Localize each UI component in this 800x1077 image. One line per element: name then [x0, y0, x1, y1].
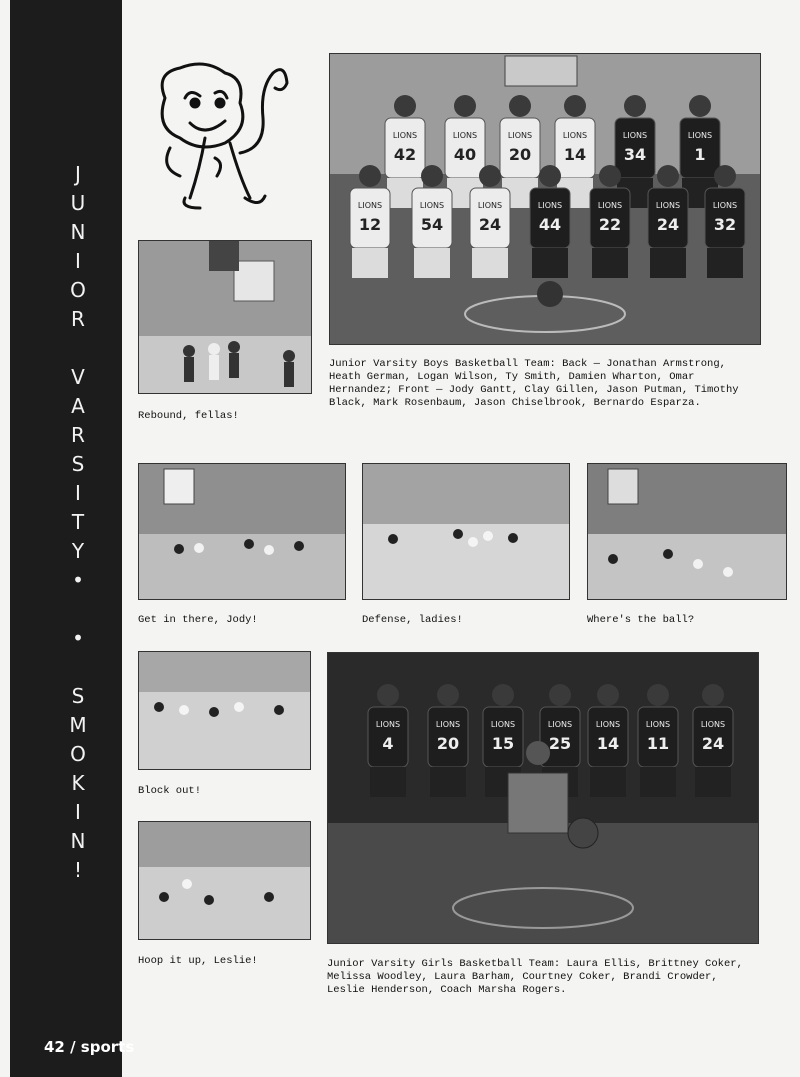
jersey-number: 34: [623, 145, 647, 164]
sidebar-title-letter: •: [72, 626, 84, 650]
jersey-number: 20: [436, 734, 460, 753]
jersey-word: LIONS: [622, 131, 648, 140]
sidebar-title-letter: R: [71, 307, 85, 331]
jersey-word: LIONS: [375, 720, 401, 729]
jersey-word: LIONS: [645, 720, 671, 729]
jersey-number: 32: [713, 215, 737, 234]
jersey-word: LIONS: [477, 201, 503, 210]
sidebar-title-letter: I: [75, 249, 81, 273]
page-folio: 42 / sports: [44, 1038, 135, 1056]
block-out-caption: Block out!: [138, 785, 202, 797]
sidebar-title-letter: U: [70, 191, 86, 215]
sidebar-title-letter: I: [75, 481, 81, 505]
jersey-word: LIONS: [700, 720, 726, 729]
jersey-number: 24: [656, 215, 680, 234]
boys-team-caption: Junior Varsity Boys Basketball Team: Back — Jonathan Armstrong, Heath German, Logan Wilson, Ty Smith, Damien Wharton, Omar Hernandez; Front — Jody Gantt, Clay Gillen, Jason Putman, Timothy Black, Mark Rosenbaum, Jason Chiselbrook, Bernardo Esparza.: [329, 358, 739, 409]
sidebar-title-letter: [58, 653, 98, 682]
jersey-number: 24: [701, 734, 725, 753]
sidebar-title-letter: [58, 334, 98, 363]
jersey-word: LIONS: [419, 201, 445, 210]
sidebar-title-letter: N: [70, 829, 86, 853]
jersey-number: 40: [453, 145, 477, 164]
sidebar-title-letter: Y: [71, 539, 85, 563]
jersey-word: LIONS: [547, 720, 573, 729]
sidebar-title-letter: K: [71, 771, 85, 795]
player-figure: [428, 684, 468, 797]
jody-photo: [138, 463, 346, 600]
jersey-number: 25: [548, 734, 572, 753]
lion-mascot-icon: [145, 58, 295, 218]
sidebar-title-letter: O: [70, 742, 86, 766]
jersey-word: LIONS: [435, 720, 461, 729]
sidebar-title-letter: [58, 595, 98, 624]
wheres-ball-photo: [587, 463, 787, 600]
player-figure: [638, 684, 678, 797]
sidebar-title-letter: N: [70, 220, 86, 244]
jersey-word: LIONS: [392, 131, 418, 140]
jersey-word: LIONS: [712, 201, 738, 210]
jersey-number: 42: [393, 145, 417, 164]
sidebar-title-letter: •: [72, 568, 84, 592]
jersey-word: LIONS: [537, 201, 563, 210]
jersey-number: 11: [646, 734, 670, 753]
jersey-number: 12: [358, 215, 382, 234]
jody-caption: Get in there, Jody!: [138, 614, 258, 626]
defense-caption: Defense, ladies!: [362, 614, 463, 626]
rebound-caption: Rebound, fellas!: [138, 410, 239, 422]
block-out-photo: [138, 651, 311, 770]
sidebar-title-letter: A: [71, 394, 85, 418]
sidebar-title-letter: I: [75, 800, 81, 824]
jersey-word: LIONS: [357, 201, 383, 210]
sidebar-title-letter: T: [71, 510, 85, 534]
girls-team-photo: [327, 652, 759, 944]
sidebar-title-letter: !: [73, 858, 83, 882]
jersey-word: LIONS: [597, 201, 623, 210]
player-figure: [588, 684, 628, 797]
sidebar-title-letter: S: [71, 684, 85, 708]
player-figure: [368, 684, 408, 797]
jersey-number: 4: [382, 734, 394, 753]
sidebar-title: [58, 160, 98, 885]
sidebar-title-letter: R: [71, 423, 85, 447]
jersey-word: LIONS: [507, 131, 533, 140]
sidebar-title-letter: V: [71, 365, 85, 389]
jersey-word: LIONS: [562, 131, 588, 140]
jersey-word: LIONS: [452, 131, 478, 140]
jersey-number: 22: [598, 215, 622, 234]
girls-team-caption: Junior Varsity Girls Basketball Team: Laura Ellis, Brittney Coker, Melissa Woodley, Laura Barham, Courtney Coker, Brandi Crowder, Leslie Henderson, Coach Marsha Rogers.: [327, 958, 743, 996]
sidebar-title-letter: J: [75, 162, 81, 186]
jersey-number: 1: [694, 145, 706, 164]
jersey-number: 15: [491, 734, 515, 753]
wheres-ball-caption: Where's the ball?: [587, 614, 695, 626]
hoop-caption: Hoop it up, Leslie!: [138, 955, 258, 967]
sidebar-title-letter: O: [70, 278, 86, 302]
jersey-number: 20: [508, 145, 532, 164]
hoop-photo: [138, 821, 311, 940]
jersey-word: LIONS: [687, 131, 713, 140]
jersey-word: LIONS: [595, 720, 621, 729]
jersey-number: 14: [563, 145, 587, 164]
jersey-number: 44: [538, 215, 562, 234]
sidebar-title-letter: S: [71, 452, 85, 476]
defense-photo: [362, 463, 570, 600]
rebound-photo: [138, 240, 312, 394]
player-figure: [693, 684, 733, 797]
jersey-number: 14: [596, 734, 620, 753]
jersey-word: LIONS: [490, 720, 516, 729]
jersey-number: 24: [478, 215, 502, 234]
boys-team-photo: [329, 53, 761, 345]
jersey-word: LIONS: [655, 201, 681, 210]
sidebar-title-letter: M: [69, 713, 87, 737]
jersey-number: 54: [420, 215, 444, 234]
